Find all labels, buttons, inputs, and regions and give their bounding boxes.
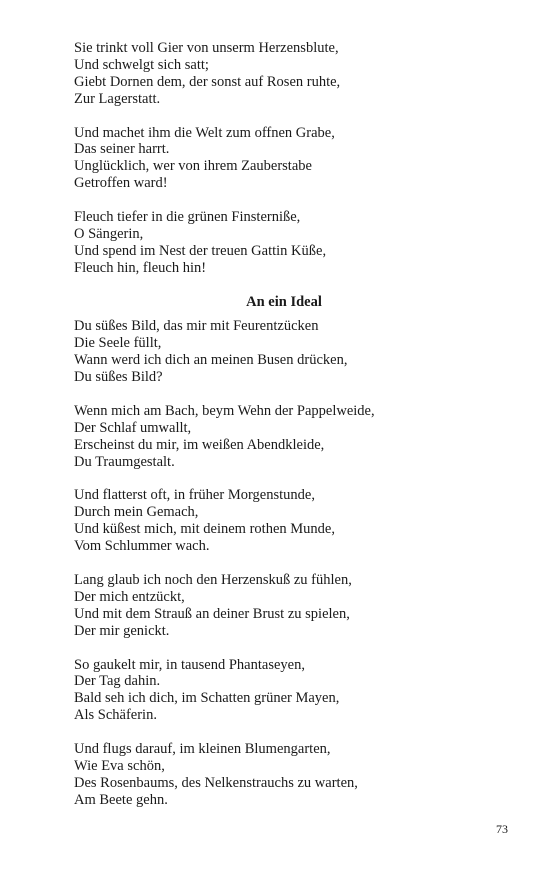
verse-line: Der Tag dahin. [74,673,161,690]
verse-line: So gaukelt mir, in tausend Phantaseyen, [74,656,305,673]
stanza [74,657,494,725]
verse-line: Fleuch tiefer in die grünen Finsterniße, [74,209,301,226]
verse-line: Wann werd ich dich an meinen Busen drücken, [74,352,348,369]
verse-line: Der mich entzückt, [74,588,185,605]
verse-line: O Sängerin, [74,225,144,242]
verse-line: Das seiner harrt. [74,141,170,158]
verse-line: Und spend im Nest der treuen Gattin Küße, [74,242,327,259]
page-number: 73 [496,822,508,836]
verse-line: Und flugs darauf, im kleinen Blumengarten, [74,741,331,758]
verse-line: Du süßes Bild? [74,369,163,386]
verse-line: Am Beete gehn. [74,791,168,808]
verse-line: Als Schäferin. [74,707,157,724]
verse-line: Giebt Dornen dem, der sonst auf Rosen ruhte, [74,73,341,90]
verse-line: Lang glaub ich noch den Herzenskuß zu fühlen, [74,572,352,588]
verse-line: Und machet ihm die Welt zum offnen Grabe, [74,124,335,141]
verse-line: Und flatterst oft, in früher Morgenstunde, [74,487,315,504]
poem [74,318,494,808]
verse-line: Wie Eva schön, [74,757,165,774]
verse-line: Fleuch hin, fleuch hin! [74,259,207,276]
verse-line: Du Traumgestalt. [74,453,175,470]
verse-line: Durch mein Gemach, [74,504,199,521]
verse-line: Bald seh ich dich, im Schatten grüner Mayen, [74,690,340,707]
verse-line: Unglücklich, wer von ihrem Zauberstabe [74,158,312,175]
previous-poem [74,40,494,277]
poem-title: An ein Ideal [246,293,322,310]
verse-line: Die Seele füllt, [74,335,162,352]
verse-line: Wenn mich am Bach, beym Wehn der Pappelweide, [74,402,375,419]
stanza [74,209,494,277]
verse-line: Und mit dem Strauß an deiner Brust zu spielen, [74,605,350,622]
verse-line: Zur Lagerstatt. [74,90,161,107]
verse-line: Und küßest mich, mit deinem rothen Munde, [74,521,335,538]
page-body [74,40,494,826]
verse-line: Erscheinst du mir, im weißen Abendkleide, [74,436,325,453]
verse-line: Der mir genickt. [74,622,170,639]
stanza [74,40,494,108]
verse-line: Der Schlaf umwallt, [74,419,192,436]
stanza [74,572,494,640]
verse-line: Des Rosenbaums, des Nelkenstrauchs zu warten, [74,774,358,791]
verse-line: Sie trinkt voll Gier von unserm Herzensblute, [74,40,339,56]
stanza [74,741,494,809]
stanza [74,403,494,471]
stanza [74,487,494,555]
stanza [74,125,494,193]
verse-line: Getroffen ward! [74,175,168,192]
verse-line: Du süßes Bild, das mir mit Feurentzücken [74,318,319,335]
verse-line: Und schwelgt sich satt; [74,56,209,73]
verse-line: Vom Schlummer wach. [74,538,210,555]
stanza [74,318,494,386]
